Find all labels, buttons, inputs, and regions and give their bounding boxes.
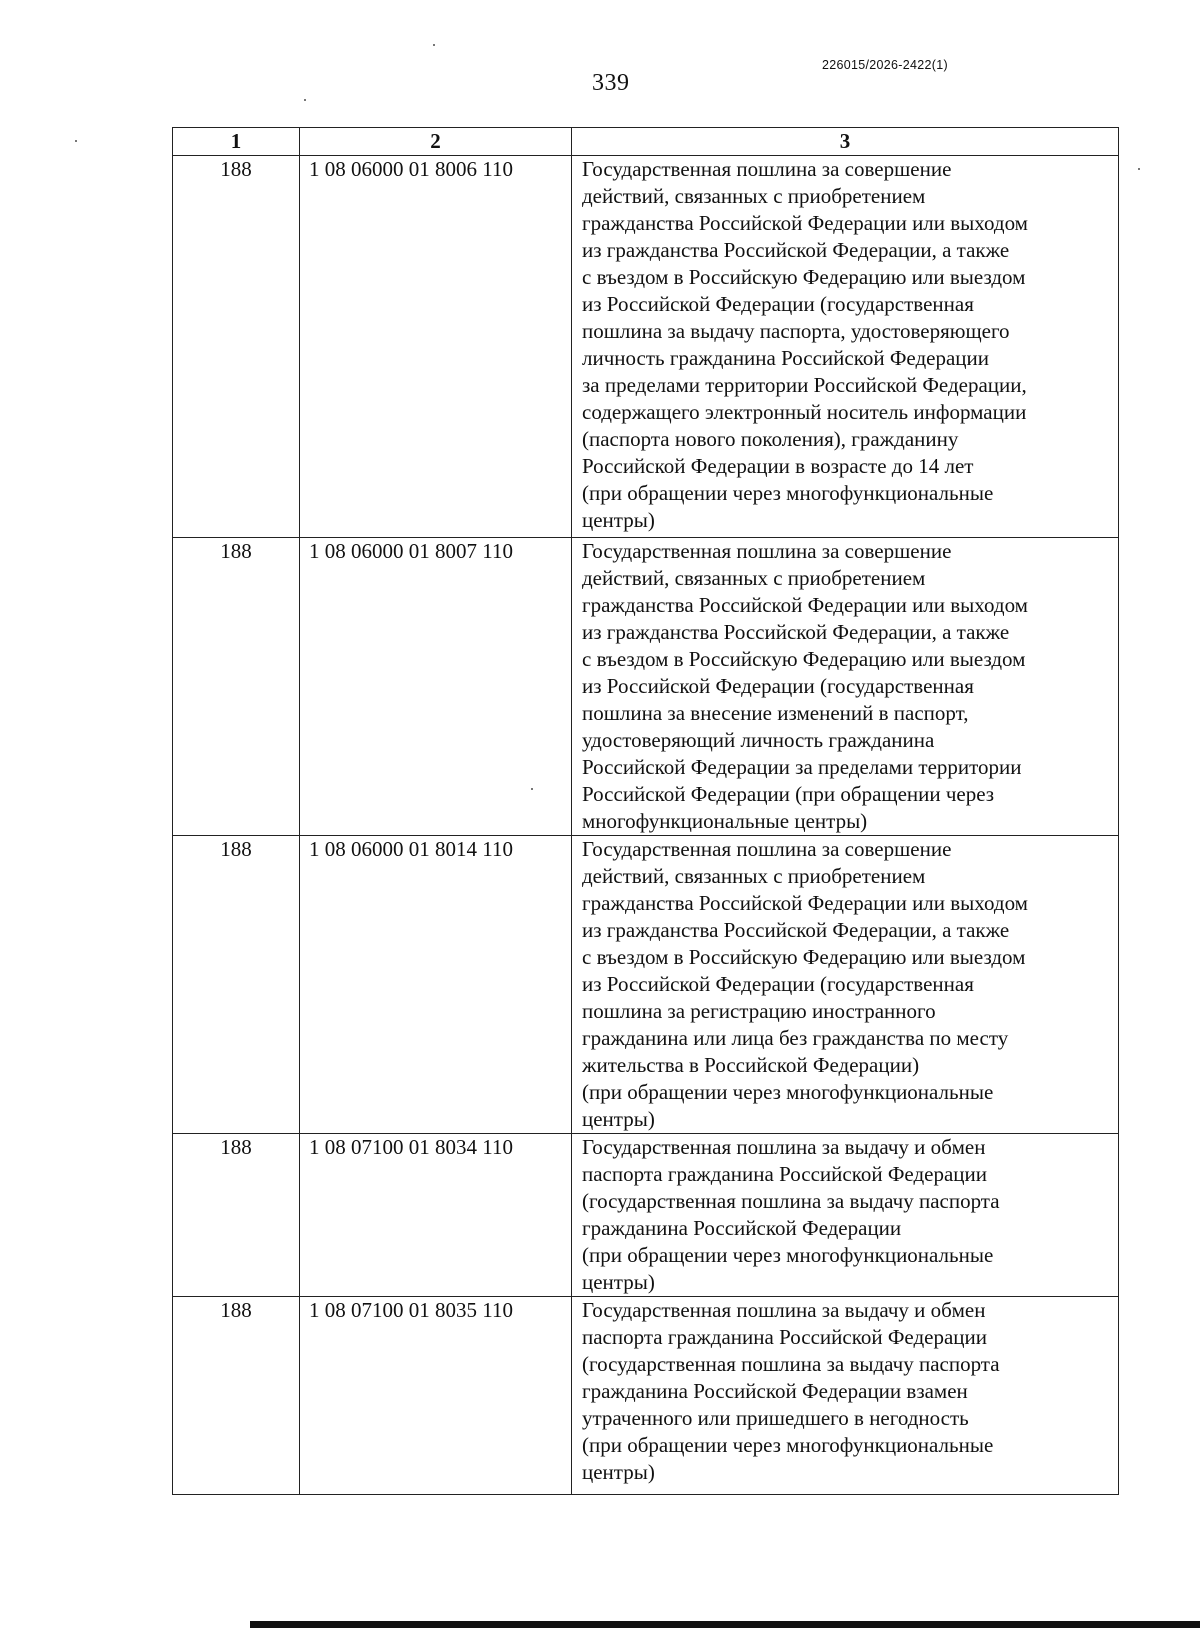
description-line: действий, связанных с приобретением — [582, 566, 926, 590]
column-header-1: 1 — [173, 128, 300, 156]
description-line: утраченного или пришедшего в негодность — [582, 1406, 969, 1430]
description-line: за пределами территории Российской Федерации, — [582, 373, 1027, 397]
description-line: содержащего электронный носитель информации — [582, 400, 1027, 424]
page-number: 339 — [592, 70, 630, 96]
table-body — [173, 156, 1119, 1495]
description-line: центры) — [582, 508, 655, 532]
budget-code-cell: 1 08 06000 01 8006 110 — [300, 156, 572, 538]
description-line: гражданина или лица без гражданства по месту — [582, 1026, 1009, 1050]
description-line: (при обращении через многофункциональные — [582, 1243, 994, 1267]
description-line: (при обращении через многофункциональные — [582, 481, 994, 505]
description-line: личность гражданина Российской Федерации — [582, 346, 990, 370]
document-id: 226015/2026-2422(1) — [822, 58, 948, 72]
description-cell — [572, 156, 1119, 538]
description-line: с въездом в Российскую Федерацию или выездом — [582, 647, 1026, 671]
description-line: Российской Федерации в возрасте до 14 лет — [582, 454, 974, 478]
description-line: из гражданства Российской Федерации, а также — [582, 238, 1010, 262]
admin-code-cell: 188 — [173, 836, 300, 1134]
scan-speck — [1138, 168, 1140, 170]
description-line: пошлина за регистрацию иностранного — [582, 999, 936, 1023]
admin-code-cell: 188 — [173, 156, 300, 538]
scan-speck — [433, 44, 435, 46]
description-line: удостоверяющий личность гражданина — [582, 728, 935, 752]
description-line: Государственная пошлина за выдачу и обмен — [582, 1135, 986, 1159]
description-line: жительства в Российской Федерации) — [582, 1053, 920, 1077]
description-line: гражданства Российской Федерации или выходом — [582, 593, 1028, 617]
budget-codes-table — [172, 127, 1119, 1495]
description-line: центры) — [582, 1270, 655, 1294]
description-line: из гражданства Российской Федерации, а также — [582, 620, 1010, 644]
description-line: паспорта гражданина Российской Федерации — [582, 1162, 987, 1186]
description-line: гражданства Российской Федерации или выходом — [582, 891, 1028, 915]
description-line: из Российской Федерации (государственная — [582, 972, 974, 996]
budget-code-cell: 1 08 07100 01 8035 110 — [300, 1297, 572, 1495]
table-header-row — [173, 128, 1119, 156]
description-cell — [572, 1297, 1119, 1495]
description-line: Государственная пошлина за совершение — [582, 157, 952, 181]
description-line: пошлина за внесение изменений в паспорт, — [582, 701, 969, 725]
description-line: Российской Федерации за пределами территории — [582, 755, 1022, 779]
description-line: Российской Федерации (при обращении через — [582, 782, 995, 806]
budget-code-cell: 1 08 06000 01 8007 110 — [300, 538, 572, 836]
description-cell — [572, 1134, 1119, 1297]
description-line: паспорта гражданина Российской Федерации — [582, 1325, 987, 1349]
description-line: из Российской Федерации (государственная — [582, 292, 974, 316]
table-row — [173, 836, 1119, 1134]
description-line: действий, связанных с приобретением — [582, 184, 926, 208]
description-line: Государственная пошлина за совершение — [582, 539, 952, 563]
description-line: центры) — [582, 1460, 655, 1484]
column-header-3: 3 — [572, 128, 1119, 156]
description-line: центры) — [582, 1107, 655, 1131]
budget-code-cell: 1 08 06000 01 8014 110 — [300, 836, 572, 1134]
description-line: из гражданства Российской Федерации, а также — [582, 918, 1010, 942]
description-line: (при обращении через многофункциональные — [582, 1080, 994, 1104]
table-row — [173, 156, 1119, 538]
scan-bottom-edge — [250, 1621, 1200, 1628]
description-cell — [572, 836, 1119, 1134]
admin-code-cell: 188 — [173, 538, 300, 836]
description-line: действий, связанных с приобретением — [582, 864, 926, 888]
description-line: (паспорта нового поколения), гражданину — [582, 427, 959, 451]
description-line: Государственная пошлина за выдачу и обмен — [582, 1298, 986, 1322]
scan-speck — [304, 99, 306, 101]
budget-code-cell: 1 08 07100 01 8034 110 — [300, 1134, 572, 1297]
description-line: (при обращении через многофункциональные — [582, 1433, 994, 1457]
description-line: с въездом в Российскую Федерацию или выездом — [582, 265, 1026, 289]
description-line: многофункциональные центры) — [582, 809, 868, 833]
column-header-2: 2 — [300, 128, 572, 156]
description-line: Государственная пошлина за совершение — [582, 837, 952, 861]
admin-code-cell: 188 — [173, 1297, 300, 1495]
table-row — [173, 538, 1119, 836]
description-line: (государственная пошлина за выдачу паспорта — [582, 1189, 1000, 1213]
description-cell — [572, 538, 1119, 836]
description-line: из Российской Федерации (государственная — [582, 674, 974, 698]
admin-code-cell: 188 — [173, 1134, 300, 1297]
table-row — [173, 1297, 1119, 1495]
description-line: гражданина Российской Федерации взамен — [582, 1379, 968, 1403]
table-row — [173, 1134, 1119, 1297]
description-line: (государственная пошлина за выдачу паспорта — [582, 1352, 1000, 1376]
description-line: гражданства Российской Федерации или выходом — [582, 211, 1028, 235]
description-line: гражданина Российской Федерации — [582, 1216, 902, 1240]
description-line: с въездом в Российскую Федерацию или выездом — [582, 945, 1026, 969]
scan-speck — [75, 140, 77, 142]
description-line: пошлина за выдачу паспорта, удостоверяющего — [582, 319, 1010, 343]
